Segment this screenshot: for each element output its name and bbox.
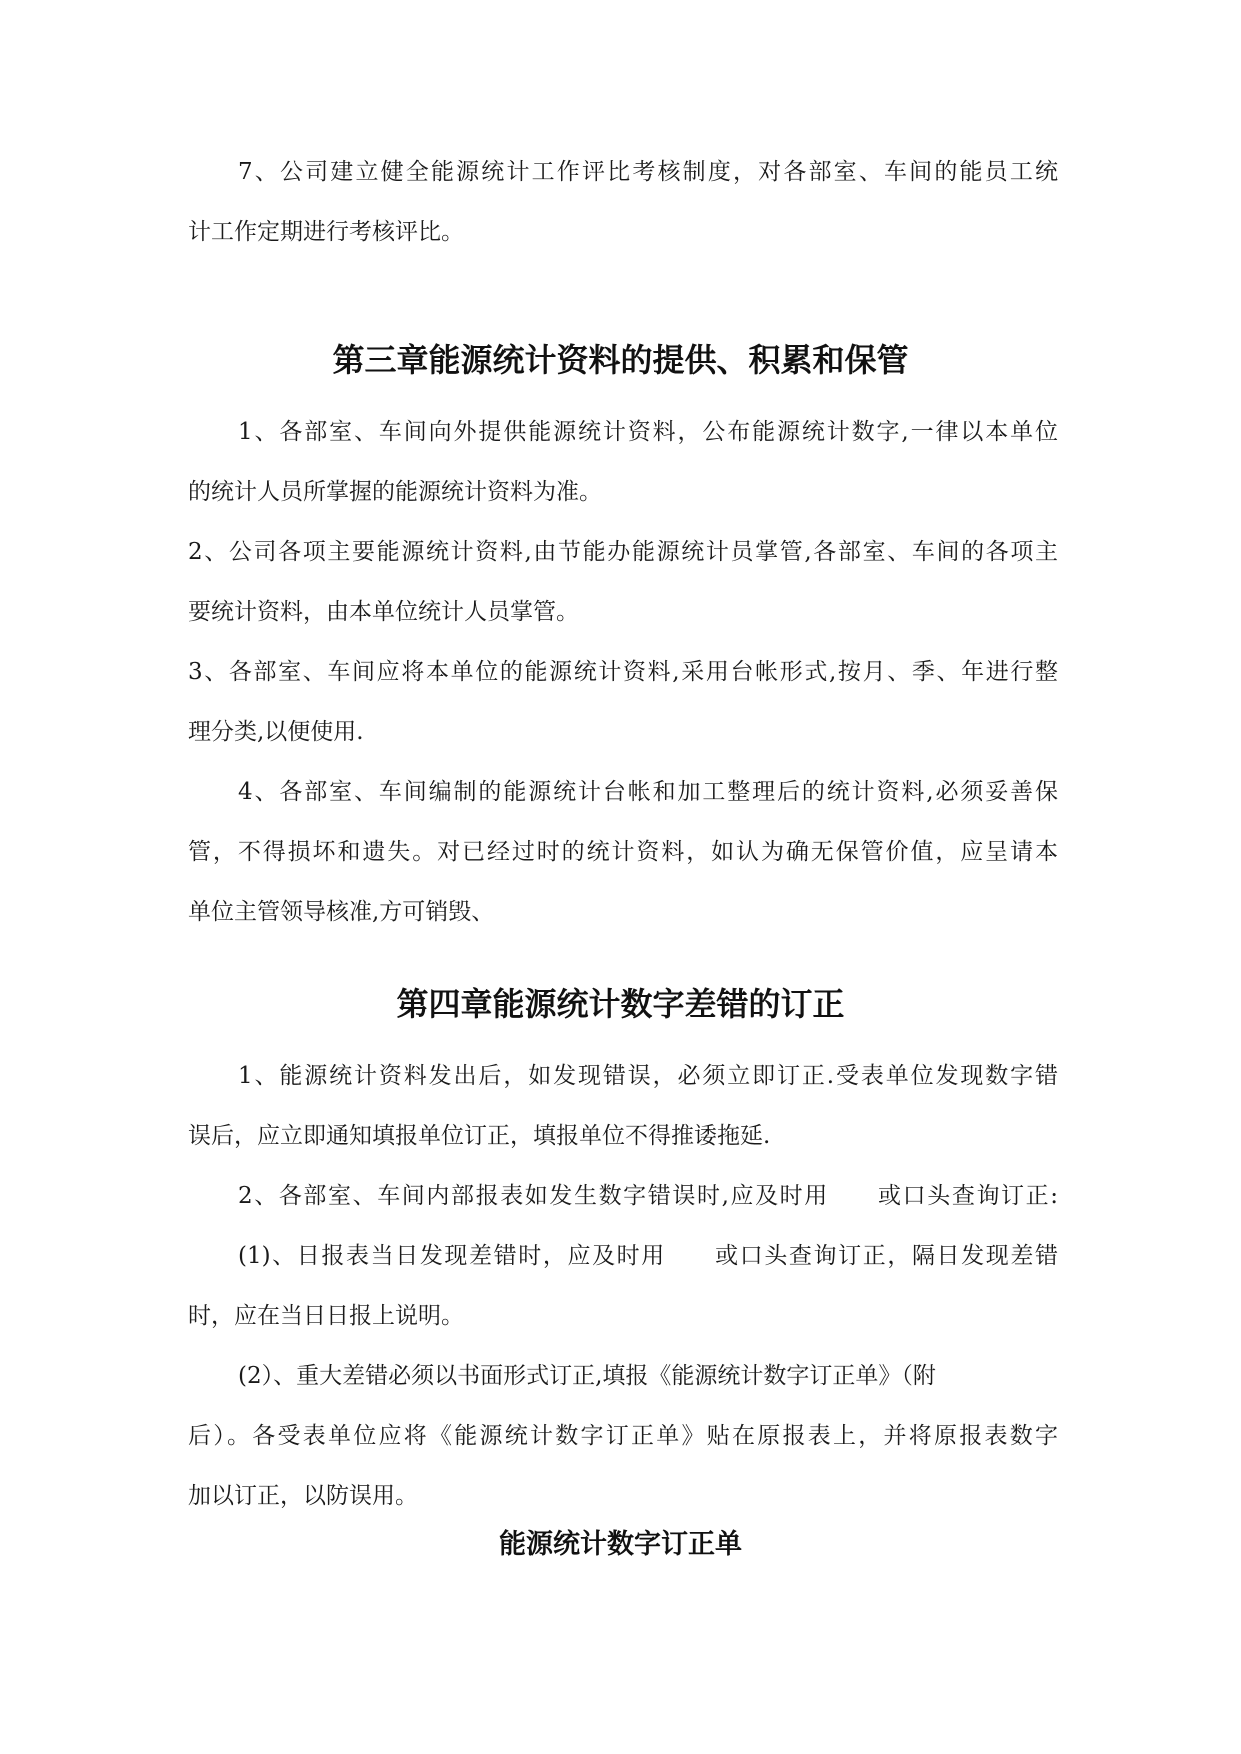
- text-line: (2）、重大差错必须以书面形式订正,填报《能源统计数字订正单》（附: [238, 1363, 936, 1389]
- chapter-3-body: [188, 402, 1058, 942]
- chapter-4-body: [188, 1046, 1058, 1526]
- text-line: 管，不得损坏和遗失。对已经过时的统计资料，如认为确无保管价值，应呈请本: [188, 839, 1058, 865]
- chapter-4-heading: 第四章能源统计数字差错的订正: [396, 985, 845, 1023]
- text-line: 3、各部室、车间应将本单位的能源统计资料,采用台帐形式,按月、季、年进行整: [188, 659, 1058, 685]
- text-line: 7、公司建立健全能源统计工作评比考核制度，对各部室、车间的能员工统: [238, 159, 1058, 185]
- text-line: 时，应在当日日报上说明。: [188, 1303, 464, 1329]
- text-line: 4、各部室、车间编制的能源统计台帐和加工整理后的统计资料,必须妥善保: [238, 779, 1058, 805]
- text-line: 1、各部室、车间向外提供能源统计资料，公布能源统计数字,一律以本单位: [238, 419, 1058, 445]
- chapter-3-heading: 第三章能源统计资料的提供、积累和保管: [332, 341, 909, 379]
- text-line: 2、公司各项主要能源统计资料,由节能办能源统计员掌管,各部室、车间的各项主: [188, 539, 1058, 565]
- text-line: 误后，应立即通知填报单位订正，填报单位不得推诿拖延.: [188, 1123, 771, 1149]
- text-line: 理分类,以便使用.: [188, 719, 364, 745]
- text-line: 加以订正，以防误用。: [188, 1483, 418, 1509]
- text-line: 2、各部室、车间内部报表如发生数字错误时,应及时用 或口头查询订正:: [238, 1183, 1058, 1209]
- text-line: 单位主管领导核准,方可销毁、: [188, 899, 495, 925]
- text-line: 1、能源统计资料发出后，如发现错误，必须立即订正.受表单位发现数字错: [238, 1063, 1058, 1089]
- text-line: 计工作定期进行考核评比。: [188, 219, 464, 245]
- text-line: 后）。各受表单位应将《能源统计数字订正单》贴在原报表上，并将原报表数字: [188, 1423, 1058, 1449]
- paragraph-rule-7: [188, 142, 1058, 262]
- correction-form-title: 能源统计数字订正单: [499, 1529, 742, 1560]
- text-line: 的统计人员所掌握的能源统计资料为准。: [188, 479, 602, 505]
- text-line: 要统计资料，由本单位统计人员掌管。: [188, 599, 579, 625]
- text-line: (1)、日报表当日发现差错时，应及时用 或口头查询订正，隔日发现差错: [238, 1243, 1058, 1269]
